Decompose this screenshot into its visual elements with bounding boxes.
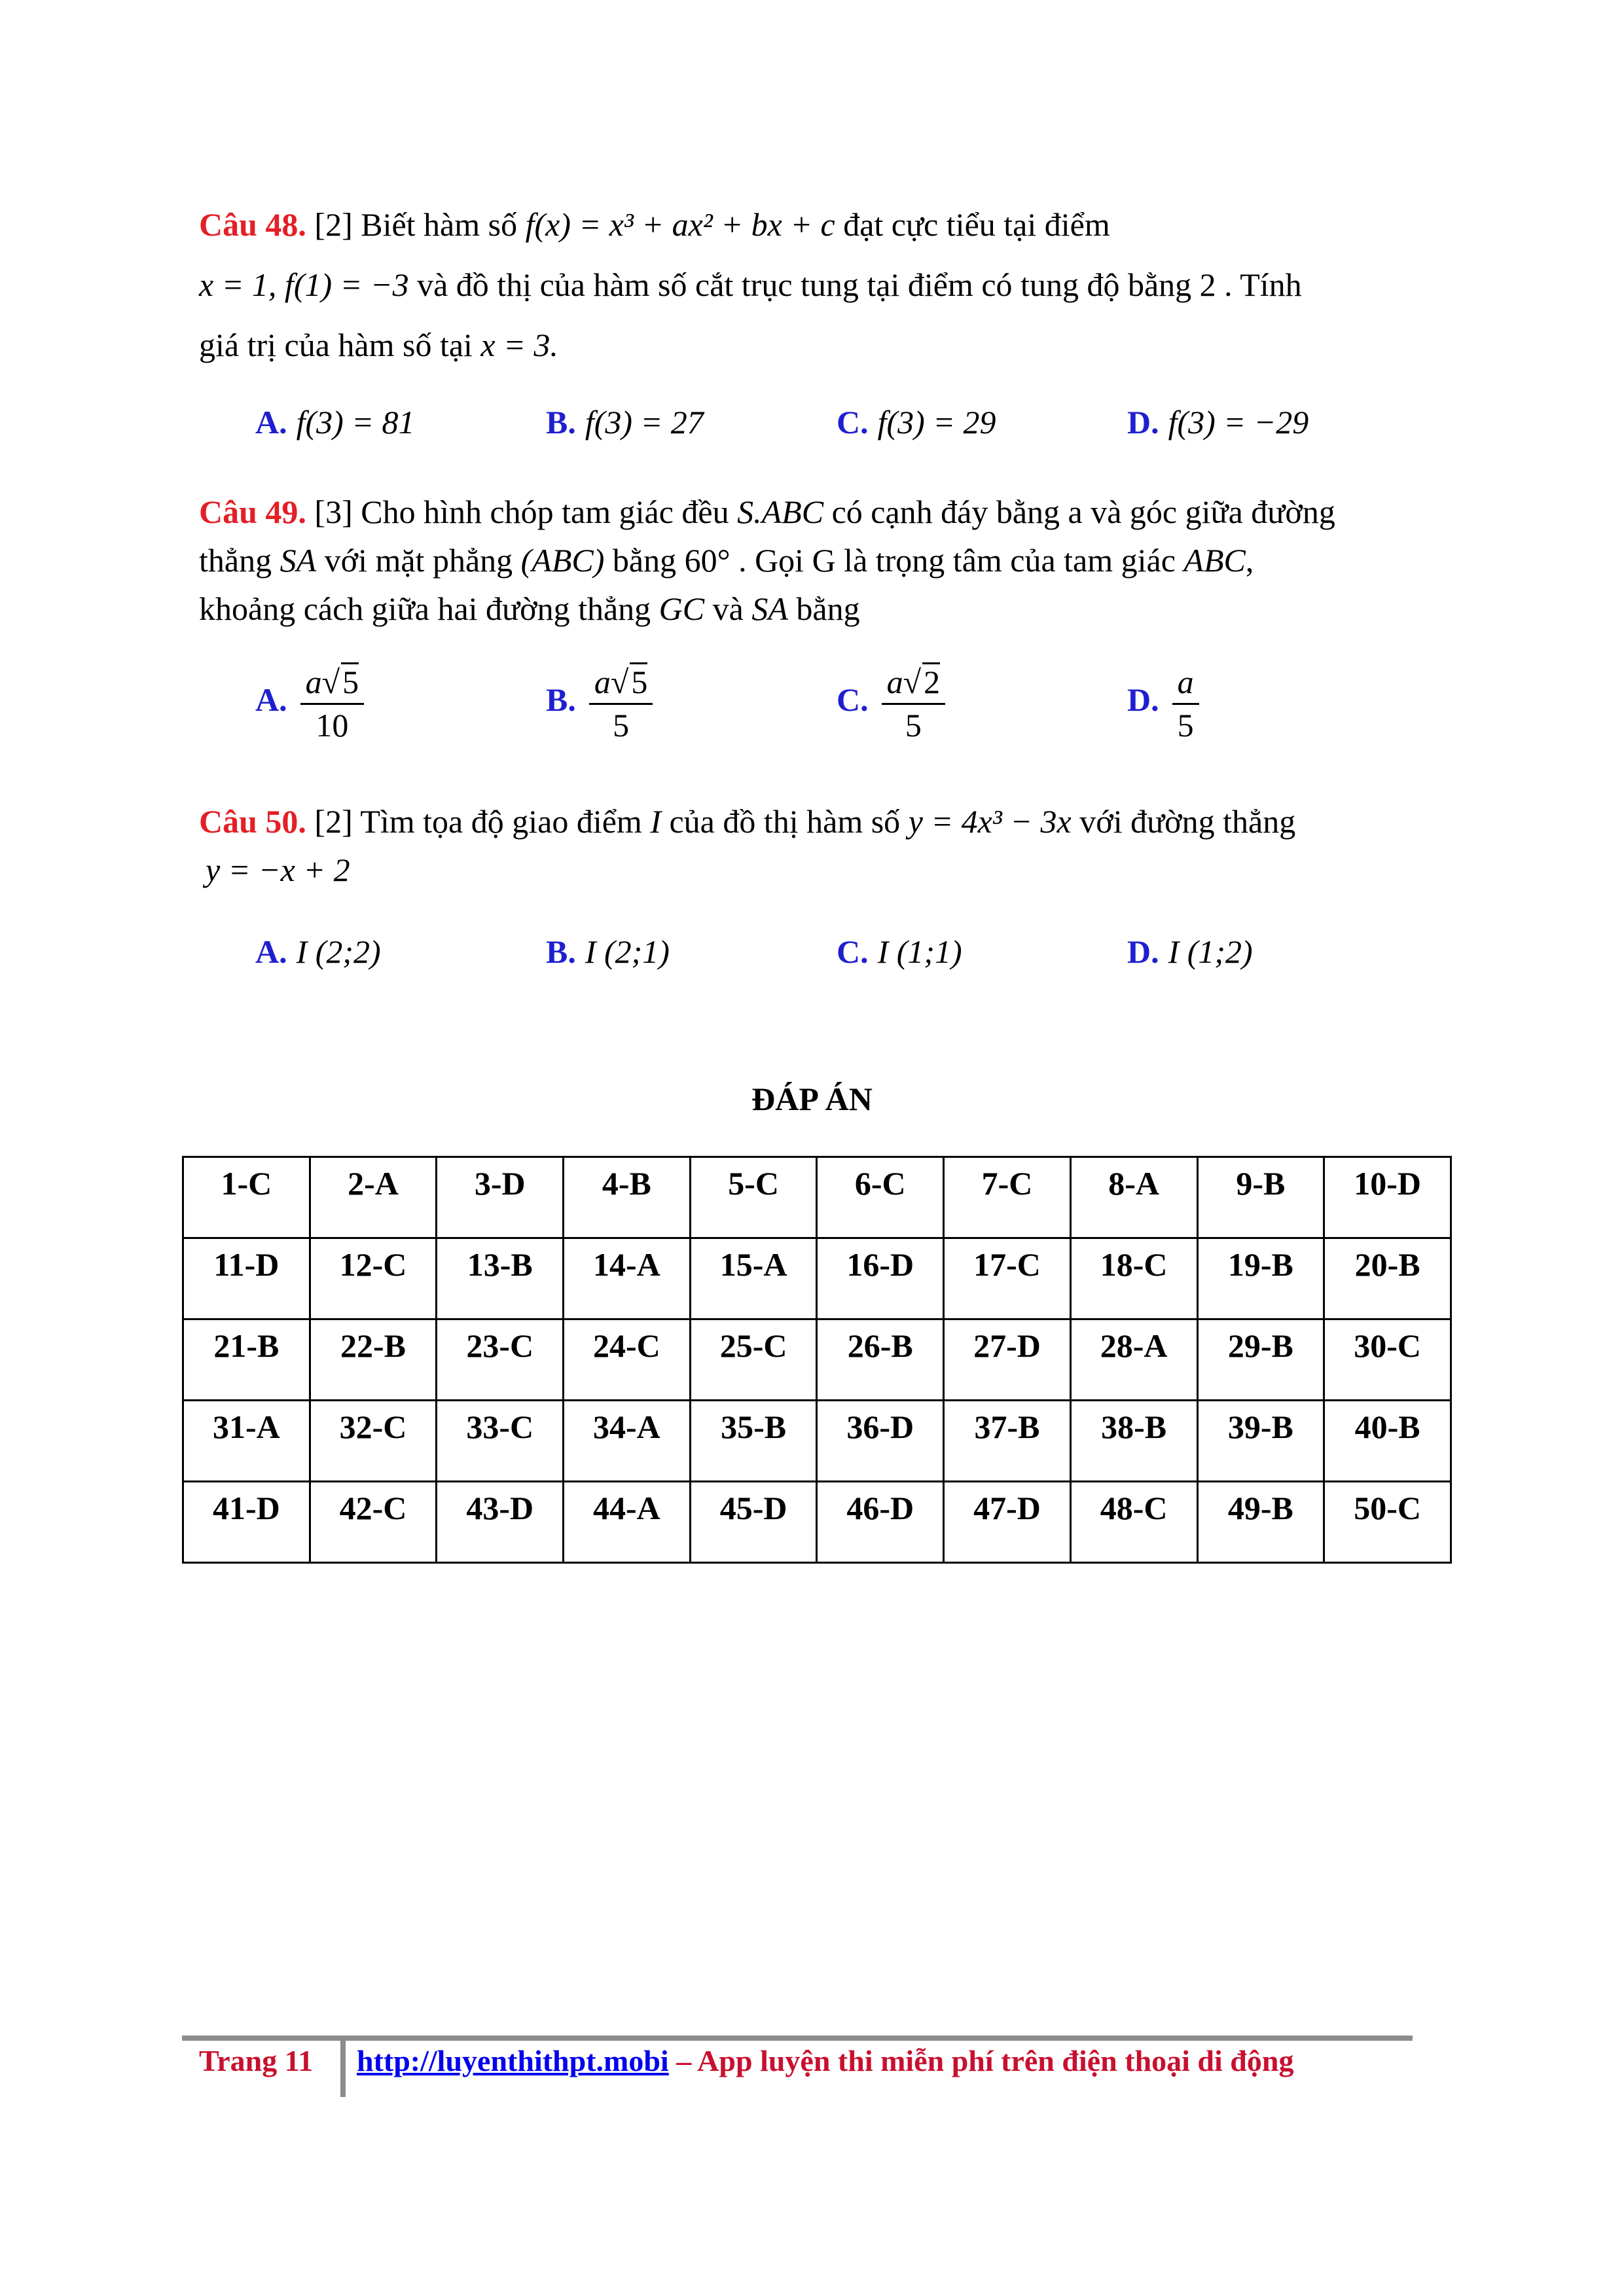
answer-cell: 37-B bbox=[944, 1401, 1071, 1482]
answer-cell: 24-C bbox=[564, 1319, 691, 1401]
question-text: thẳng bbox=[199, 542, 272, 579]
option-letter: C. bbox=[837, 933, 869, 970]
answer-cell: 12-C bbox=[310, 1238, 437, 1319]
option-text: I (1;2) bbox=[1168, 933, 1253, 970]
answer-cell: 31-A bbox=[183, 1401, 310, 1482]
answer-cell: 20-B bbox=[1324, 1238, 1451, 1319]
answer-key-row bbox=[183, 1319, 1451, 1401]
answer-cell: 4-B bbox=[564, 1157, 691, 1238]
option-letter: A. bbox=[255, 681, 287, 718]
answer-cell: 27-D bbox=[944, 1319, 1071, 1401]
question-48-line-1 bbox=[199, 200, 1469, 249]
numerator-a: a bbox=[305, 664, 322, 700]
answer-cell: 34-A bbox=[564, 1401, 691, 1482]
question-number: Câu 49. bbox=[199, 493, 306, 530]
option-text: f(3) = 29 bbox=[877, 404, 996, 440]
option-text: f(3) = 81 bbox=[296, 404, 415, 440]
fraction: $\frac{a√5}{10}$ bbox=[300, 661, 364, 745]
numerator-a: a bbox=[1172, 661, 1199, 705]
fraction: $\frac{a√5}{5}$ bbox=[589, 661, 653, 745]
option-text: I (2;2) bbox=[296, 933, 381, 970]
footer-link[interactable]: http://luyenthithpt.mobi bbox=[357, 2044, 669, 2077]
option-d[interactable] bbox=[1127, 403, 1308, 441]
question-number: Câu 50. bbox=[199, 803, 306, 840]
answer-cell: 36-D bbox=[817, 1401, 944, 1482]
question-49-line-1 bbox=[199, 488, 1469, 536]
answer-cell: 8-A bbox=[1070, 1157, 1197, 1238]
question-text: Biết hàm số bbox=[361, 206, 518, 243]
answer-cell: 46-D bbox=[817, 1482, 944, 1563]
math-expression: GC bbox=[659, 590, 705, 627]
option-letter: D. bbox=[1127, 933, 1159, 970]
question-text: và đồ thị của hàm số cắt trục tung tại điểm có tung độ bằng 2 . Tính bbox=[417, 266, 1302, 303]
question-text: Tìm tọa độ giao điểm bbox=[360, 803, 642, 840]
answer-cell: 14-A bbox=[564, 1238, 691, 1319]
math-expression: ABC bbox=[1183, 542, 1246, 579]
answer-cell: 17-C bbox=[944, 1238, 1071, 1319]
answer-cell: 2-A bbox=[310, 1157, 437, 1238]
option-d[interactable] bbox=[1127, 933, 1253, 971]
answer-key-row bbox=[183, 1401, 1451, 1482]
answer-cell: 38-B bbox=[1070, 1401, 1197, 1482]
question-50-line-2 bbox=[199, 846, 1469, 894]
math-expression: SA bbox=[751, 590, 788, 627]
answer-key-table bbox=[182, 1156, 1452, 1564]
option-letter: C. bbox=[837, 404, 869, 440]
option-text: f(3) = 27 bbox=[585, 404, 704, 440]
option-a[interactable] bbox=[255, 661, 364, 745]
denominator: 10 bbox=[316, 707, 349, 744]
answer-cell: 50-C bbox=[1324, 1482, 1451, 1563]
radicand: 5 bbox=[342, 664, 359, 700]
question-text: Cho hình chóp tam giác đều bbox=[361, 493, 729, 530]
denominator: 5 bbox=[613, 707, 630, 744]
option-b[interactable] bbox=[546, 403, 704, 441]
answer-cell: 48-C bbox=[1070, 1482, 1197, 1563]
option-text: I (2;1) bbox=[585, 933, 670, 970]
option-c[interactable] bbox=[837, 933, 962, 971]
question-text: với đường thẳng bbox=[1079, 803, 1296, 840]
footer-tagline: – App luyện thi miễn phí trên điện thoại di động bbox=[676, 2044, 1294, 2077]
answer-cell: 18-C bbox=[1070, 1238, 1197, 1319]
answer-cell: 9-B bbox=[1197, 1157, 1324, 1238]
answer-key-title: ĐÁP ÁN bbox=[751, 1081, 873, 1117]
option-letter: D. bbox=[1127, 681, 1159, 718]
question-level: [2] bbox=[314, 803, 353, 840]
question-text: với mặt phẳng bbox=[324, 542, 513, 579]
math-expression: SA bbox=[280, 542, 317, 579]
answer-cell: 19-B bbox=[1197, 1238, 1324, 1319]
question-49-line-2 bbox=[199, 536, 1469, 584]
option-letter: D. bbox=[1127, 404, 1159, 440]
math-expression: (ABC) bbox=[520, 542, 605, 579]
question-text: của đồ thị hàm số bbox=[669, 803, 901, 840]
answer-cell: 13-B bbox=[437, 1238, 564, 1319]
option-letter: B. bbox=[546, 404, 576, 440]
answer-cell: 3-D bbox=[437, 1157, 564, 1238]
question-48-line-2 bbox=[199, 260, 1469, 309]
option-c[interactable] bbox=[837, 403, 996, 441]
math-expression: f(x) = x³ + ax² + bx + c bbox=[525, 206, 835, 243]
option-text: f(3) = −29 bbox=[1168, 404, 1309, 440]
answer-cell: 25-C bbox=[690, 1319, 817, 1401]
answer-cell: 26-B bbox=[817, 1319, 944, 1401]
question-text: , bbox=[1245, 542, 1254, 579]
question-text: có cạnh đáy bằng a và góc giữa đường bbox=[831, 493, 1335, 530]
answer-cell: 43-D bbox=[437, 1482, 564, 1563]
numerator-a: a bbox=[886, 664, 903, 700]
footer-page-number: Trang 11 bbox=[199, 2044, 314, 2077]
question-text: bằng bbox=[796, 590, 860, 627]
denominator: 5 bbox=[905, 707, 922, 744]
answer-cell: 16-D bbox=[817, 1238, 944, 1319]
answer-cell: 30-C bbox=[1324, 1319, 1451, 1401]
answer-cell: 29-B bbox=[1197, 1319, 1324, 1401]
option-a[interactable] bbox=[255, 403, 415, 441]
answer-key-row bbox=[183, 1157, 1451, 1238]
answer-cell: 47-D bbox=[944, 1482, 1071, 1563]
answer-cell: 39-B bbox=[1197, 1401, 1324, 1482]
fraction: $\frac{a√2}{5}$ bbox=[882, 661, 945, 745]
question-text: giá trị của hàm số tại bbox=[199, 327, 473, 363]
answer-cell: 33-C bbox=[437, 1401, 564, 1482]
question-number: Câu 48. bbox=[199, 206, 306, 243]
answer-cell: 28-A bbox=[1070, 1319, 1197, 1401]
option-a[interactable] bbox=[255, 933, 381, 971]
answer-cell: 11-D bbox=[183, 1238, 310, 1319]
denominator: 5 bbox=[1177, 707, 1194, 744]
math-expression: x = 1, f(1) = −3 bbox=[199, 266, 409, 303]
radicand: 5 bbox=[631, 664, 648, 700]
question-text: bằng 60° . Gọi G là trọng tâm của tam giác bbox=[612, 542, 1176, 579]
answer-cell: 21-B bbox=[183, 1319, 310, 1401]
option-d[interactable] bbox=[1127, 661, 1199, 745]
fraction bbox=[1172, 661, 1199, 745]
answer-cell: 49-B bbox=[1197, 1482, 1324, 1563]
answer-cell: 40-B bbox=[1324, 1401, 1451, 1482]
option-c[interactable] bbox=[837, 661, 945, 745]
question-49-options bbox=[255, 661, 1368, 766]
question-49 bbox=[199, 488, 1469, 633]
answer-cell: 42-C bbox=[310, 1482, 437, 1563]
answer-cell: 41-D bbox=[183, 1482, 310, 1563]
answer-key-row bbox=[183, 1482, 1451, 1563]
question-50-line-1 bbox=[199, 797, 1469, 846]
option-letter: C. bbox=[837, 681, 869, 718]
option-letter: B. bbox=[546, 681, 576, 718]
footer-text bbox=[357, 2043, 1293, 2078]
footer-divider bbox=[340, 2041, 346, 2097]
option-b[interactable] bbox=[546, 933, 670, 971]
question-text: khoảng cách giữa hai đường thẳng bbox=[199, 590, 651, 627]
numerator-a: a bbox=[594, 664, 611, 700]
question-50-options bbox=[255, 933, 1368, 992]
answer-cell: 32-C bbox=[310, 1401, 437, 1482]
math-expression: I bbox=[650, 803, 661, 840]
question-level: [2] bbox=[314, 206, 353, 243]
option-b[interactable] bbox=[546, 661, 653, 745]
answer-cell: 7-C bbox=[944, 1157, 1071, 1238]
question-level: [3] bbox=[314, 493, 353, 530]
question-50 bbox=[199, 797, 1469, 894]
option-letter: B. bbox=[546, 933, 576, 970]
answer-cell: 5-C bbox=[690, 1157, 817, 1238]
radicand: 2 bbox=[924, 664, 941, 700]
math-expression: y = 4x³ − 3x bbox=[908, 803, 1072, 840]
option-text: I (1;1) bbox=[877, 933, 962, 970]
answer-cell: 44-A bbox=[564, 1482, 691, 1563]
option-letter: A. bbox=[255, 404, 287, 440]
answer-key-row bbox=[183, 1238, 1451, 1319]
answer-cell: 23-C bbox=[437, 1319, 564, 1401]
answer-cell: 22-B bbox=[310, 1319, 437, 1401]
math-expression: S.ABC bbox=[737, 493, 824, 530]
answer-cell: 35-B bbox=[690, 1401, 817, 1482]
answer-cell: 6-C bbox=[817, 1157, 944, 1238]
answer-cell: 1-C bbox=[183, 1157, 310, 1238]
question-48-options bbox=[255, 403, 1368, 462]
question-48 bbox=[199, 200, 1469, 369]
question-49-line-3 bbox=[199, 584, 1469, 633]
math-expression: y = −x + 2 bbox=[206, 852, 350, 888]
answer-cell: 15-A bbox=[690, 1238, 817, 1319]
option-letter: A. bbox=[255, 933, 287, 970]
question-text: đạt cực tiểu tại điểm bbox=[843, 206, 1110, 243]
answer-cell: 45-D bbox=[690, 1482, 817, 1563]
question-text: và bbox=[712, 590, 744, 627]
math-expression: x = 3. bbox=[480, 327, 558, 363]
footer-rule bbox=[182, 2036, 1413, 2041]
question-48-line-3 bbox=[199, 321, 1469, 369]
answer-cell: 10-D bbox=[1324, 1157, 1451, 1238]
